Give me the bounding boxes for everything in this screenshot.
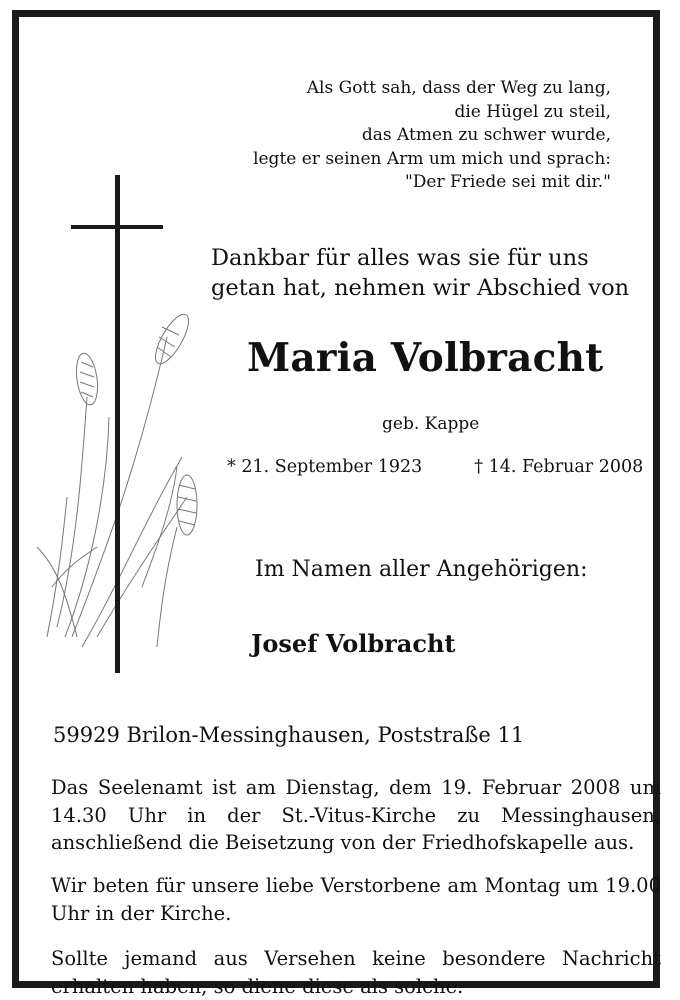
wheat-ear [177,475,197,535]
address: 59929 Brilon-Messinghausen, Poststraße 11 [53,723,525,747]
cross-and-wheat-illustration [37,167,217,687]
family-heading: Im Namen aller Angehörigen: [255,557,588,582]
deceased-name: Maria Volbracht [247,335,604,381]
wheat-ear [149,310,194,368]
signer-name: Josef Volbracht [251,629,456,658]
intro-line: Dankbar für alles was sie für uns [211,245,589,271]
life-dates [227,457,643,477]
intro-text [211,243,629,303]
poem [253,77,611,195]
poem-line: "Der Friede sei mit dir." [404,172,611,192]
obituary-frame [12,10,661,998]
poem-line: legte er seinen Arm um mich und sprach: [253,148,611,169]
poem-line: das Atmen zu schwer wurde, [361,125,611,145]
poem-line: Als Gott sah, dass der Weg zu lang, [306,78,611,98]
notice-paragraph: Sollte jemand aus Versehen keine besondere Nachricht erhalten haben, so diene diese als solche. [51,947,661,998]
poem-line: die Hügel zu steil, [454,101,611,122]
death-date: † 14. Februar 2008 [474,457,644,477]
birth-name: geb. Kappe [382,414,480,434]
intro-line: getan hat, nehmen wir Abschied von [211,275,630,301]
service-paragraph: Das Seelenamt ist am Dienstag, dem 19. Februar 2008 um 14.30 Uhr in der St.-Vitus-Kirche zu Messinghausen, anschließend die Beisetzung von der Friedhofskapelle aus. [51,776,661,854]
birth-date: * 21. September 1923 [227,457,423,477]
prayer-paragraph: Wir beten für unsere liebe Verstorbene am Montag um 19.00 Uhr in der Kirche. [51,874,661,925]
